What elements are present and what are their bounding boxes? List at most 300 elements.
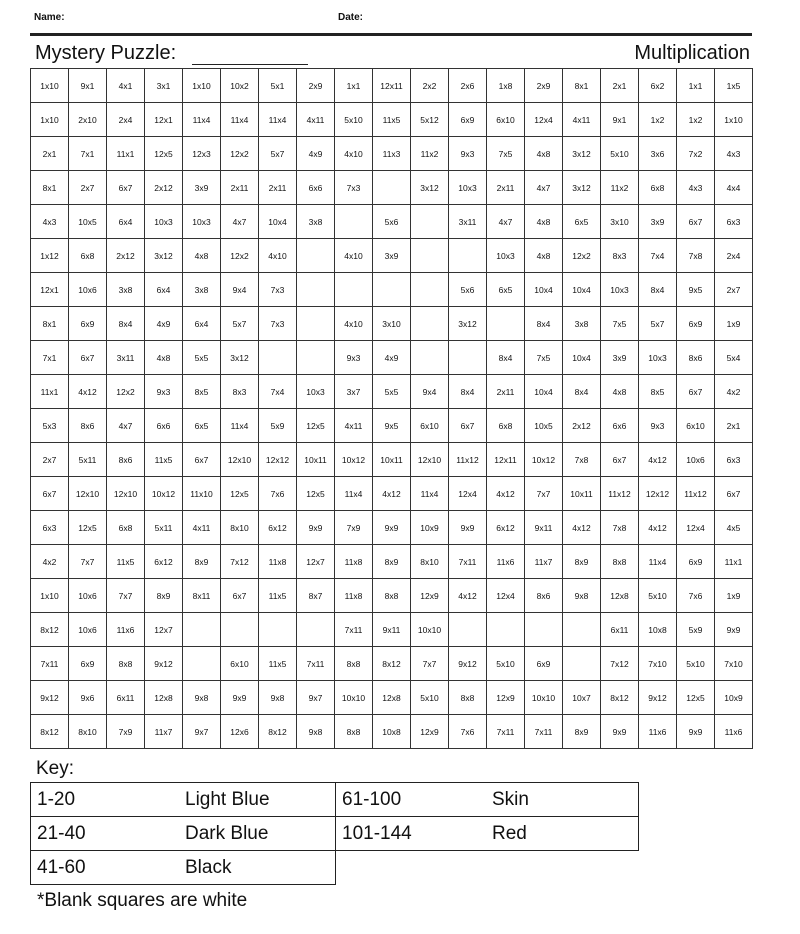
grid-cell: 2x10 <box>69 103 107 137</box>
grid-cell: 8x10 <box>69 715 107 749</box>
grid-cell: 10x9 <box>715 681 753 715</box>
grid-cell: 12x5 <box>221 477 259 511</box>
grid-cell: 6x10 <box>677 409 715 443</box>
grid-cell: 4x2 <box>31 545 69 579</box>
key-color: Black <box>185 856 232 878</box>
grid-cell: 4x1 <box>107 69 145 103</box>
grid-cell: 5x4 <box>715 341 753 375</box>
grid-cell: 11x5 <box>107 545 145 579</box>
grid-cell: 7x5 <box>525 341 563 375</box>
grid-cell: 9x8 <box>297 715 335 749</box>
grid-cell <box>221 613 259 647</box>
grid-cell: 11x12 <box>601 477 639 511</box>
grid-cell: 12x2 <box>107 375 145 409</box>
grid-cell: 5x6 <box>449 273 487 307</box>
grid-cell: 8x4 <box>449 375 487 409</box>
grid-cell: 11x8 <box>335 545 373 579</box>
grid-cell: 6x7 <box>677 375 715 409</box>
grid-cell: 9x4 <box>221 273 259 307</box>
grid-cell: 6x7 <box>715 477 753 511</box>
grid-cell: 12x12 <box>259 443 297 477</box>
grid-cell: 4x2 <box>715 375 753 409</box>
grid-cell: 8x12 <box>373 647 411 681</box>
grid-cell: 8x7 <box>297 579 335 613</box>
grid-row <box>31 307 753 341</box>
grid-row <box>31 715 753 749</box>
grid-cell: 9x8 <box>259 681 297 715</box>
grid-cell: 11x6 <box>487 545 525 579</box>
grid-cell: 10x3 <box>145 205 183 239</box>
grid-cell: 5x5 <box>183 341 221 375</box>
grid-cell: 7x12 <box>601 647 639 681</box>
puzzle-answer-blank <box>192 64 308 65</box>
grid-cell: 11x6 <box>107 613 145 647</box>
grid-cell: 3x10 <box>601 205 639 239</box>
grid-cell: 6x10 <box>487 103 525 137</box>
grid-cell: 8x5 <box>639 375 677 409</box>
grid-cell: 9x3 <box>335 341 373 375</box>
grid-cell: 4x3 <box>31 205 69 239</box>
grid-cell: 10x11 <box>297 443 335 477</box>
grid-cell: 6x6 <box>145 409 183 443</box>
grid-cell: 8x1 <box>31 171 69 205</box>
grid-cell <box>297 307 335 341</box>
grid-cell: 6x12 <box>487 511 525 545</box>
grid-cell: 9x9 <box>677 715 715 749</box>
grid-cell: 12x8 <box>601 579 639 613</box>
grid-cell: 11x4 <box>221 409 259 443</box>
grid-cell <box>449 613 487 647</box>
grid-cell: 9x9 <box>373 511 411 545</box>
operation-label: Multiplication <box>634 42 750 64</box>
grid-cell: 8x4 <box>563 375 601 409</box>
grid-cell: 10x9 <box>411 511 449 545</box>
grid-cell: 3x8 <box>183 273 221 307</box>
grid-row <box>31 69 753 103</box>
grid-cell: 8x6 <box>525 579 563 613</box>
grid-row <box>31 137 753 171</box>
grid-cell: 4x8 <box>525 239 563 273</box>
grid-cell: 10x4 <box>525 375 563 409</box>
grid-cell: 7x11 <box>297 647 335 681</box>
grid-cell: 4x7 <box>525 171 563 205</box>
grid-cell: 11x5 <box>259 647 297 681</box>
grid-cell: 5x7 <box>259 137 297 171</box>
grid-cell: 2x1 <box>31 137 69 171</box>
grid-cell: 12x5 <box>297 409 335 443</box>
grid-cell: 8x6 <box>107 443 145 477</box>
grid-cell: 9x9 <box>601 715 639 749</box>
grid-cell: 2x9 <box>297 69 335 103</box>
grid-cell: 10x8 <box>639 613 677 647</box>
grid-row <box>31 647 753 681</box>
grid-cell: 6x9 <box>677 307 715 341</box>
grid-cell: 2x11 <box>221 171 259 205</box>
grid-cell: 8x8 <box>107 647 145 681</box>
grid-cell: 2x12 <box>563 409 601 443</box>
grid-cell <box>335 273 373 307</box>
key-range: 41-60 <box>37 856 86 878</box>
grid-row <box>31 239 753 273</box>
grid-cell: 1x5 <box>715 69 753 103</box>
grid-cell: 11x5 <box>373 103 411 137</box>
grid-cell: 11x1 <box>31 375 69 409</box>
grid-cell: 6x3 <box>715 205 753 239</box>
grid-cell: 3x12 <box>563 171 601 205</box>
grid-cell: 11x6 <box>715 715 753 749</box>
grid-cell: 6x6 <box>601 409 639 443</box>
grid-cell: 11x12 <box>449 443 487 477</box>
grid-cell: 2x1 <box>715 409 753 443</box>
key-entry <box>31 851 336 885</box>
grid-cell: 3x12 <box>411 171 449 205</box>
grid-cell: 10x4 <box>563 273 601 307</box>
grid-cell: 1x8 <box>487 69 525 103</box>
grid-cell: 12x10 <box>107 477 145 511</box>
grid-cell: 8x10 <box>411 545 449 579</box>
grid-cell: 1x1 <box>677 69 715 103</box>
grid-cell: 8x4 <box>487 341 525 375</box>
grid-cell <box>487 613 525 647</box>
grid-cell: 3x8 <box>297 205 335 239</box>
grid-cell: 4x3 <box>677 171 715 205</box>
grid-cell: 7x6 <box>259 477 297 511</box>
grid-cell: 6x11 <box>601 613 639 647</box>
grid-cell: 12x1 <box>31 273 69 307</box>
grid-cell: 7x3 <box>335 171 373 205</box>
grid-cell: 10x6 <box>69 273 107 307</box>
grid-cell: 6x12 <box>145 545 183 579</box>
grid-cell: 4x7 <box>107 409 145 443</box>
grid-cell: 3x9 <box>183 171 221 205</box>
grid-cell: 7x11 <box>335 613 373 647</box>
grid-cell: 9x9 <box>221 681 259 715</box>
grid-cell <box>183 613 221 647</box>
grid-cell: 4x12 <box>563 511 601 545</box>
grid-cell: 11x8 <box>259 545 297 579</box>
grid-cell: 12x6 <box>221 715 259 749</box>
key-note: *Blank squares are white <box>37 890 248 911</box>
grid-cell: 4x3 <box>715 137 753 171</box>
grid-cell: 11x4 <box>335 477 373 511</box>
grid-cell: 8x6 <box>69 409 107 443</box>
grid-row <box>31 409 753 443</box>
grid-cell: 2x7 <box>69 171 107 205</box>
grid-cell: 3x11 <box>107 341 145 375</box>
grid-cell: 3x8 <box>107 273 145 307</box>
grid-cell: 10x12 <box>335 443 373 477</box>
grid-cell: 7x4 <box>639 239 677 273</box>
grid-cell: 9x1 <box>601 103 639 137</box>
grid-cell: 3x9 <box>601 341 639 375</box>
grid-cell: 4x10 <box>335 137 373 171</box>
grid-cell: 2x6 <box>449 69 487 103</box>
grid-cell <box>411 341 449 375</box>
grid-cell: 9x5 <box>373 409 411 443</box>
grid-cell: 9x6 <box>69 681 107 715</box>
grid-cell: 10x11 <box>373 443 411 477</box>
grid-cell: 9x7 <box>183 715 221 749</box>
grid-row <box>31 103 753 137</box>
grid-cell: 4x7 <box>221 205 259 239</box>
grid-cell: 4x10 <box>259 239 297 273</box>
grid-row <box>31 579 753 613</box>
grid-cell: 11x2 <box>601 171 639 205</box>
grid-cell: 12x7 <box>145 613 183 647</box>
grid-cell: 9x12 <box>449 647 487 681</box>
grid-cell: 7x11 <box>449 545 487 579</box>
grid-cell: 10x3 <box>297 375 335 409</box>
grid-cell: 2x4 <box>107 103 145 137</box>
grid-cell: 12x9 <box>411 579 449 613</box>
grid-cell: 8x9 <box>145 579 183 613</box>
grid-cell: 11x2 <box>411 137 449 171</box>
grid-cell: 6x4 <box>107 205 145 239</box>
grid-cell: 7x4 <box>259 375 297 409</box>
grid-cell: 5x7 <box>639 307 677 341</box>
grid-cell: 6x5 <box>487 273 525 307</box>
grid-cell: 11x8 <box>335 579 373 613</box>
grid-cell: 10x8 <box>373 715 411 749</box>
grid-cell: 11x7 <box>525 545 563 579</box>
grid-cell: 7x7 <box>107 579 145 613</box>
grid-cell: 2x11 <box>487 171 525 205</box>
grid-cell: 12x2 <box>563 239 601 273</box>
grid-cell: 7x10 <box>715 647 753 681</box>
grid-cell <box>297 613 335 647</box>
grid-row <box>31 545 753 579</box>
grid-cell: 6x8 <box>107 511 145 545</box>
grid-cell: 1x1 <box>335 69 373 103</box>
grid-cell <box>563 647 601 681</box>
grid-cell: 9x11 <box>373 613 411 647</box>
grid-cell: 7x7 <box>69 545 107 579</box>
grid-row <box>31 375 753 409</box>
grid-cell: 8x12 <box>601 681 639 715</box>
grid-cell: 6x3 <box>715 443 753 477</box>
key-color: Light Blue <box>185 788 270 810</box>
grid-cell: 1x10 <box>31 579 69 613</box>
grid-cell: 3x12 <box>221 341 259 375</box>
grid-cell: 5x9 <box>259 409 297 443</box>
grid-cell: 8x5 <box>183 375 221 409</box>
grid-cell: 11x4 <box>259 103 297 137</box>
key-entry <box>31 783 336 817</box>
grid-cell: 4x12 <box>449 579 487 613</box>
grid-cell <box>449 239 487 273</box>
grid-cell: 7x10 <box>639 647 677 681</box>
grid-cell: 4x7 <box>487 205 525 239</box>
grid-cell: 9x5 <box>677 273 715 307</box>
grid-cell: 12x4 <box>449 477 487 511</box>
grid-cell: 8x8 <box>335 647 373 681</box>
grid-cell: 10x10 <box>335 681 373 715</box>
grid-cell: 6x7 <box>677 205 715 239</box>
grid-cell: 2x2 <box>411 69 449 103</box>
grid-cell: 1x9 <box>715 579 753 613</box>
key-color: Red <box>492 822 527 844</box>
grid-cell: 6x6 <box>297 171 335 205</box>
grid-cell: 6x10 <box>411 409 449 443</box>
grid-cell: 7x6 <box>677 579 715 613</box>
grid-cell: 1x2 <box>639 103 677 137</box>
grid-row <box>31 341 753 375</box>
grid-cell: 7x9 <box>335 511 373 545</box>
grid-cell: 6x7 <box>601 443 639 477</box>
grid-cell: 9x12 <box>145 647 183 681</box>
grid-cell: 9x9 <box>297 511 335 545</box>
grid-cell: 6x3 <box>31 511 69 545</box>
grid-cell <box>449 341 487 375</box>
grid-cell: 4x8 <box>183 239 221 273</box>
grid-cell: 1x10 <box>715 103 753 137</box>
grid-cell: 4x8 <box>145 341 183 375</box>
date-label: Date: <box>338 12 364 23</box>
grid-cell: 10x10 <box>411 613 449 647</box>
grid-cell: 6x9 <box>69 647 107 681</box>
grid-cell: 3x1 <box>145 69 183 103</box>
grid-cell: 11x5 <box>145 443 183 477</box>
grid-cell: 11x10 <box>183 477 221 511</box>
grid-cell: 9x7 <box>297 681 335 715</box>
grid-cell: 6x5 <box>183 409 221 443</box>
grid-cell: 10x10 <box>525 681 563 715</box>
key-range: 101-144 <box>342 822 412 844</box>
grid-cell: 12x5 <box>145 137 183 171</box>
grid-cell: 6x5 <box>563 205 601 239</box>
header-rule <box>30 33 752 36</box>
grid-cell: 8x1 <box>563 69 601 103</box>
grid-cell: 8x1 <box>31 307 69 341</box>
grid-cell: 8x4 <box>525 307 563 341</box>
grid-cell: 4x12 <box>487 477 525 511</box>
grid-cell: 5x10 <box>487 647 525 681</box>
puzzle-title: Mystery Puzzle: <box>35 42 177 64</box>
grid-cell: 7x3 <box>259 273 297 307</box>
grid-cell: 7x6 <box>449 715 487 749</box>
grid-cell: 7x11 <box>525 715 563 749</box>
key-color: Dark Blue <box>185 822 269 844</box>
grid-cell: 6x7 <box>221 579 259 613</box>
grid-cell: 7x5 <box>487 137 525 171</box>
grid-cell: 6x7 <box>183 443 221 477</box>
grid-cell: 12x9 <box>487 681 525 715</box>
grid-cell: 8x8 <box>373 579 411 613</box>
grid-cell: 9x12 <box>31 681 69 715</box>
key-label: Key: <box>36 758 75 779</box>
grid-row <box>31 273 753 307</box>
grid-cell: 5x11 <box>145 511 183 545</box>
grid-cell: 7x8 <box>677 239 715 273</box>
grid-cell: 8x4 <box>639 273 677 307</box>
grid-cell: 9x3 <box>145 375 183 409</box>
grid-cell: 6x9 <box>677 545 715 579</box>
grid-cell: 10x3 <box>449 171 487 205</box>
grid-cell: 3x10 <box>373 307 411 341</box>
key-entry <box>31 817 336 851</box>
grid-cell: 5x5 <box>373 375 411 409</box>
grid-row <box>31 171 753 205</box>
grid-cell: 5x10 <box>677 647 715 681</box>
grid-cell: 9x8 <box>183 681 221 715</box>
grid-cell: 12x5 <box>677 681 715 715</box>
grid-cell: 3x9 <box>639 205 677 239</box>
grid-cell: 5x3 <box>31 409 69 443</box>
grid-cell: 4x8 <box>601 375 639 409</box>
grid-cell: 9x3 <box>639 409 677 443</box>
grid-cell: 9x8 <box>563 579 601 613</box>
grid-cell: 5x10 <box>601 137 639 171</box>
grid-cell: 8x8 <box>449 681 487 715</box>
grid-row <box>31 477 753 511</box>
grid-cell: 5x6 <box>373 205 411 239</box>
grid-cell: 10x6 <box>677 443 715 477</box>
grid-cell: 10x6 <box>69 613 107 647</box>
grid-cell: 8x9 <box>183 545 221 579</box>
grid-cell: 6x11 <box>107 681 145 715</box>
grid-cell <box>297 239 335 273</box>
grid-cell: 9x4 <box>411 375 449 409</box>
grid-cell: 6x7 <box>31 477 69 511</box>
grid-cell: 10x12 <box>145 477 183 511</box>
grid-cell: 10x3 <box>601 273 639 307</box>
grid-cell: 5x12 <box>411 103 449 137</box>
key-color: Skin <box>492 788 529 810</box>
grid-cell: 6x9 <box>449 103 487 137</box>
grid-cell: 7x11 <box>31 647 69 681</box>
grid-cell <box>335 205 373 239</box>
grid-cell: 5x10 <box>335 103 373 137</box>
grid-cell: 10x4 <box>259 205 297 239</box>
grid-cell: 11x1 <box>715 545 753 579</box>
grid-cell: 3x12 <box>449 307 487 341</box>
grid-cell <box>487 307 525 341</box>
grid-cell: 10x11 <box>563 477 601 511</box>
grid-cell: 5x7 <box>221 307 259 341</box>
grid-cell: 7x12 <box>221 545 259 579</box>
grid-cell: 2x4 <box>715 239 753 273</box>
grid-cell: 3x7 <box>335 375 373 409</box>
grid-cell: 11x12 <box>677 477 715 511</box>
grid-row <box>31 681 753 715</box>
grid-cell: 3x12 <box>145 239 183 273</box>
grid-cell: 12x2 <box>221 137 259 171</box>
grid-cell: 7x9 <box>107 715 145 749</box>
grid-cell: 10x5 <box>525 409 563 443</box>
grid-cell: 4x12 <box>639 511 677 545</box>
grid-cell: 11x3 <box>373 137 411 171</box>
grid-cell: 7x8 <box>601 511 639 545</box>
grid-cell: 12x1 <box>145 103 183 137</box>
grid-cell: 12x4 <box>677 511 715 545</box>
grid-cell: 6x8 <box>639 171 677 205</box>
grid-cell: 4x11 <box>335 409 373 443</box>
grid-cell: 11x4 <box>221 103 259 137</box>
grid-cell: 8x12 <box>31 613 69 647</box>
grid-cell: 6x9 <box>525 647 563 681</box>
grid-cell: 2x1 <box>601 69 639 103</box>
grid-cell <box>259 341 297 375</box>
grid-cell: 4x11 <box>563 103 601 137</box>
grid-cell: 12x10 <box>221 443 259 477</box>
grid-cell: 10x3 <box>487 239 525 273</box>
grid-cell: 6x7 <box>449 409 487 443</box>
grid-cell: 10x7 <box>563 681 601 715</box>
grid-cell: 5x1 <box>259 69 297 103</box>
grid-cell: 11x6 <box>639 715 677 749</box>
grid-cell: 2x11 <box>487 375 525 409</box>
grid-cell: 3x12 <box>563 137 601 171</box>
